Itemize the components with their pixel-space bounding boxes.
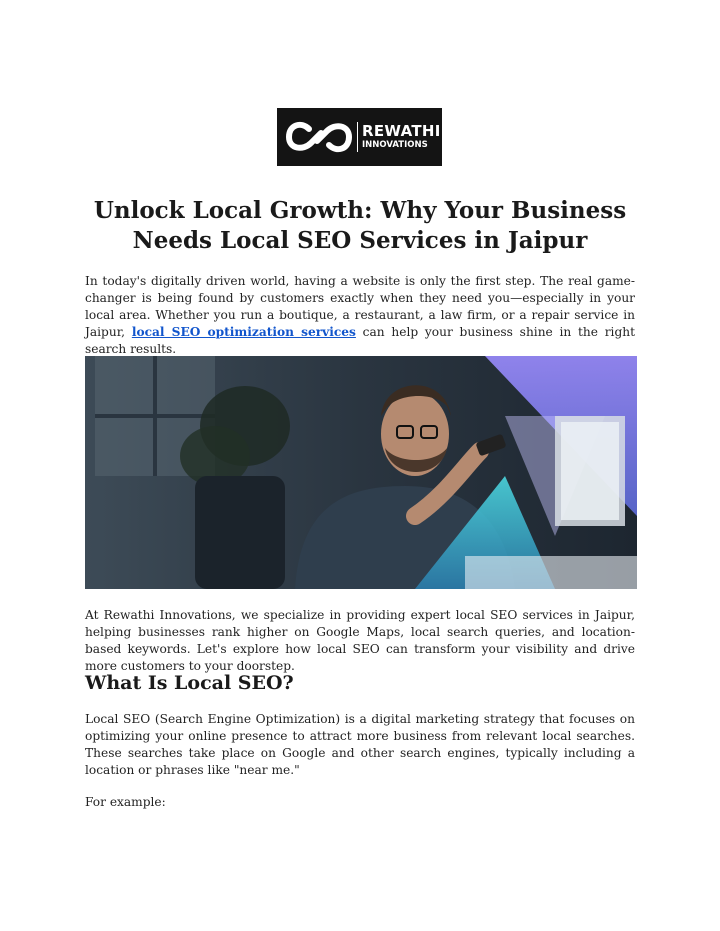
intro-text-start: In today's digitally driven world, having a website is only the first step. The real game-changer is being found by customers exactly when they need you—especially in your local area. Whether you run a boutique, a restaurant, a law firm, or a repair service in Jaipur, <box>85 274 635 339</box>
intro-text-end: can help your business shine in the right search results. <box>85 325 636 356</box>
logo-divider <box>357 122 358 152</box>
logo-mark-icon <box>283 115 355 159</box>
company-logo <box>277 108 442 166</box>
about-paragraph: At Rewathi Innovations, we specialize in providing expert local SEO services in Jaipur, helping businesses rank higher on Google Maps, local search queries, and location-based keywords. Let's explore how local SEO can transform your visibility and drive more customers to your doorstep. <box>85 608 635 673</box>
logo-word-primary: REWATHI <box>362 122 441 141</box>
section-heading: What Is Local SEO? <box>85 672 294 694</box>
example-lead: For example: <box>85 795 166 809</box>
page-title: Unlock Local Growth: Why Your Business Needs Local SEO Services in Jaipur <box>93 197 627 254</box>
logo-text <box>362 124 441 150</box>
intro-paragraph <box>85 273 635 358</box>
definition-paragraph: Local SEO (Search Engine Optimization) is a digital marketing strategy that focuses on optimizing your online presence to attract more business from relevant local searches. These searches take place on Google and other search engines, typically including a location or phrases like "near me." <box>85 712 635 777</box>
hero-illustration <box>85 356 637 589</box>
logo-word-secondary: INNOVATIONS <box>362 140 428 151</box>
hero-image <box>85 356 637 589</box>
local-seo-link[interactable]: local SEO optimization services <box>131 325 356 339</box>
